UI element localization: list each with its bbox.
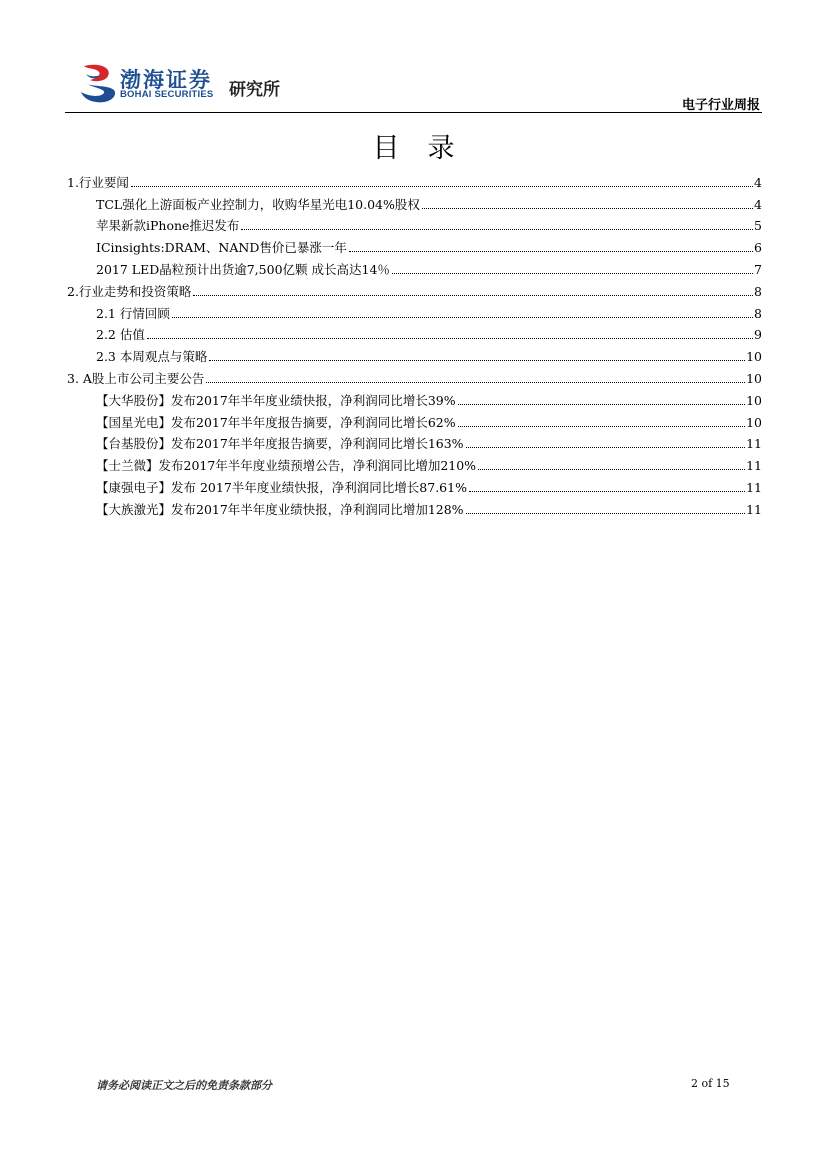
- toc-entry[interactable]: [67, 212, 762, 234]
- toc-leader-dots: [392, 272, 753, 274]
- toc-entry-title: 【康强电子】发布 2017半年度业绩快报，净利润同比增长87.61%: [96, 479, 467, 495]
- toc-entry[interactable]: [67, 451, 762, 473]
- toc-entry-title: 【国星光电】发布2017年半年度报告摘要，净利润同比增长62%: [96, 414, 456, 430]
- toc-leader-dots: [422, 207, 753, 209]
- toc-leader-dots: [172, 316, 753, 318]
- toc-entry-title: ICinsights:DRAM、NAND售价已暴涨一年: [96, 240, 347, 256]
- toc-entry-page: 4: [754, 174, 762, 190]
- toc-entry-page: 5: [754, 218, 762, 234]
- toc-entry-page: 7: [754, 261, 762, 277]
- toc-entry-page: 11: [746, 458, 762, 474]
- toc-entry[interactable]: [67, 299, 762, 321]
- toc-entry[interactable]: [67, 342, 762, 364]
- toc-entry-title: 2.2 估值: [96, 327, 145, 343]
- toc-entry-page: 11: [746, 501, 762, 517]
- toc-leader-dots: [478, 468, 745, 470]
- toc-entry-title: 2.1 行情回顾: [96, 305, 170, 321]
- header-divider: [65, 112, 762, 113]
- toc-leader-dots: [147, 337, 753, 339]
- toc-entry-page: 9: [754, 327, 762, 343]
- toc-entry[interactable]: [67, 277, 762, 299]
- toc-entry[interactable]: [67, 321, 762, 343]
- toc-leader-dots: [458, 425, 745, 427]
- toc-entry[interactable]: [67, 364, 762, 386]
- brand-name-cn: 渤海证券: [120, 68, 212, 92]
- toc-leader-dots: [131, 185, 753, 187]
- toc-entry-page: 10: [746, 370, 762, 386]
- toc-leader-dots: [349, 250, 753, 252]
- toc-entry[interactable]: [67, 168, 762, 190]
- toc-entry-page: 4: [754, 196, 762, 212]
- toc-entry[interactable]: [67, 233, 762, 255]
- toc-leader-dots: [209, 359, 745, 361]
- toc-entry-title: 【大族激光】发布2017年半年度业绩快报，净利润同比增加128%: [96, 501, 464, 517]
- toc-entry-title: TCL强化上游面板产业控制力，收购华星光电10.04%股权: [96, 196, 420, 212]
- brand-name-en: BOHAI SECURITIES: [120, 89, 214, 100]
- toc-entry[interactable]: [67, 473, 762, 495]
- toc-entry[interactable]: [67, 495, 762, 517]
- toc-entry-title: 【大华股份】发布2017年半年度业绩快报，净利润同比增长39%: [96, 392, 456, 408]
- toc-entry[interactable]: [67, 190, 762, 212]
- page-header: [0, 0, 827, 115]
- toc-entry-title: 2.行业走势和投资策略: [67, 283, 192, 299]
- toc-entry-page: 11: [746, 479, 762, 495]
- toc-entry-title: 【台基股份】发布2017年半年度报告摘要，净利润同比增长163%: [96, 436, 464, 452]
- toc-title: 目录: [372, 133, 483, 164]
- toc-entry-page: 10: [746, 349, 762, 365]
- toc-leader-dots: [241, 228, 753, 230]
- toc-entry-page: 6: [754, 240, 762, 256]
- toc-entry-title: 【士兰微】发布2017年半年度业绩预增公告，净利润同比增加210%: [96, 458, 477, 474]
- bohai-logo-icon: [78, 62, 118, 104]
- toc-entry[interactable]: [67, 408, 762, 430]
- toc-entry-page: 11: [746, 436, 762, 452]
- toc-entry[interactable]: [67, 386, 762, 408]
- toc-leader-dots: [458, 403, 745, 405]
- toc-entry[interactable]: [67, 430, 762, 452]
- toc-entry-title: 1.行业要闻: [67, 174, 129, 190]
- toc-entry-page: 8: [754, 305, 762, 321]
- institute-label: 研究所: [229, 80, 280, 100]
- toc-leader-dots: [206, 381, 745, 383]
- toc-entry-title: 3. A股上市公司主要公告: [67, 370, 205, 386]
- toc-entry-page: 10: [746, 392, 762, 408]
- toc-entry-title: 苹果新款iPhone推迟发布: [96, 218, 240, 234]
- disclaimer-note: 请务必阅读正文之后的免责条款部分: [96, 1079, 272, 1092]
- page-number: 2 of 15: [691, 1077, 730, 1090]
- toc-entry-title: 2.3 本周观点与策略: [96, 349, 208, 365]
- toc-entry[interactable]: [67, 255, 762, 277]
- toc-entry-page: 10: [746, 414, 762, 430]
- toc-leader-dots: [466, 446, 746, 448]
- toc-entry-page: 8: [754, 283, 762, 299]
- toc-entry-title: 2017 LED晶粒预计出货逾7,500亿颗 成长高达14％: [96, 261, 390, 277]
- toc-leader-dots: [466, 512, 746, 514]
- toc-leader-dots: [469, 490, 745, 492]
- toc-leader-dots: [193, 294, 753, 296]
- report-type: 电子行业周报: [681, 98, 760, 113]
- table-of-contents: [67, 168, 762, 517]
